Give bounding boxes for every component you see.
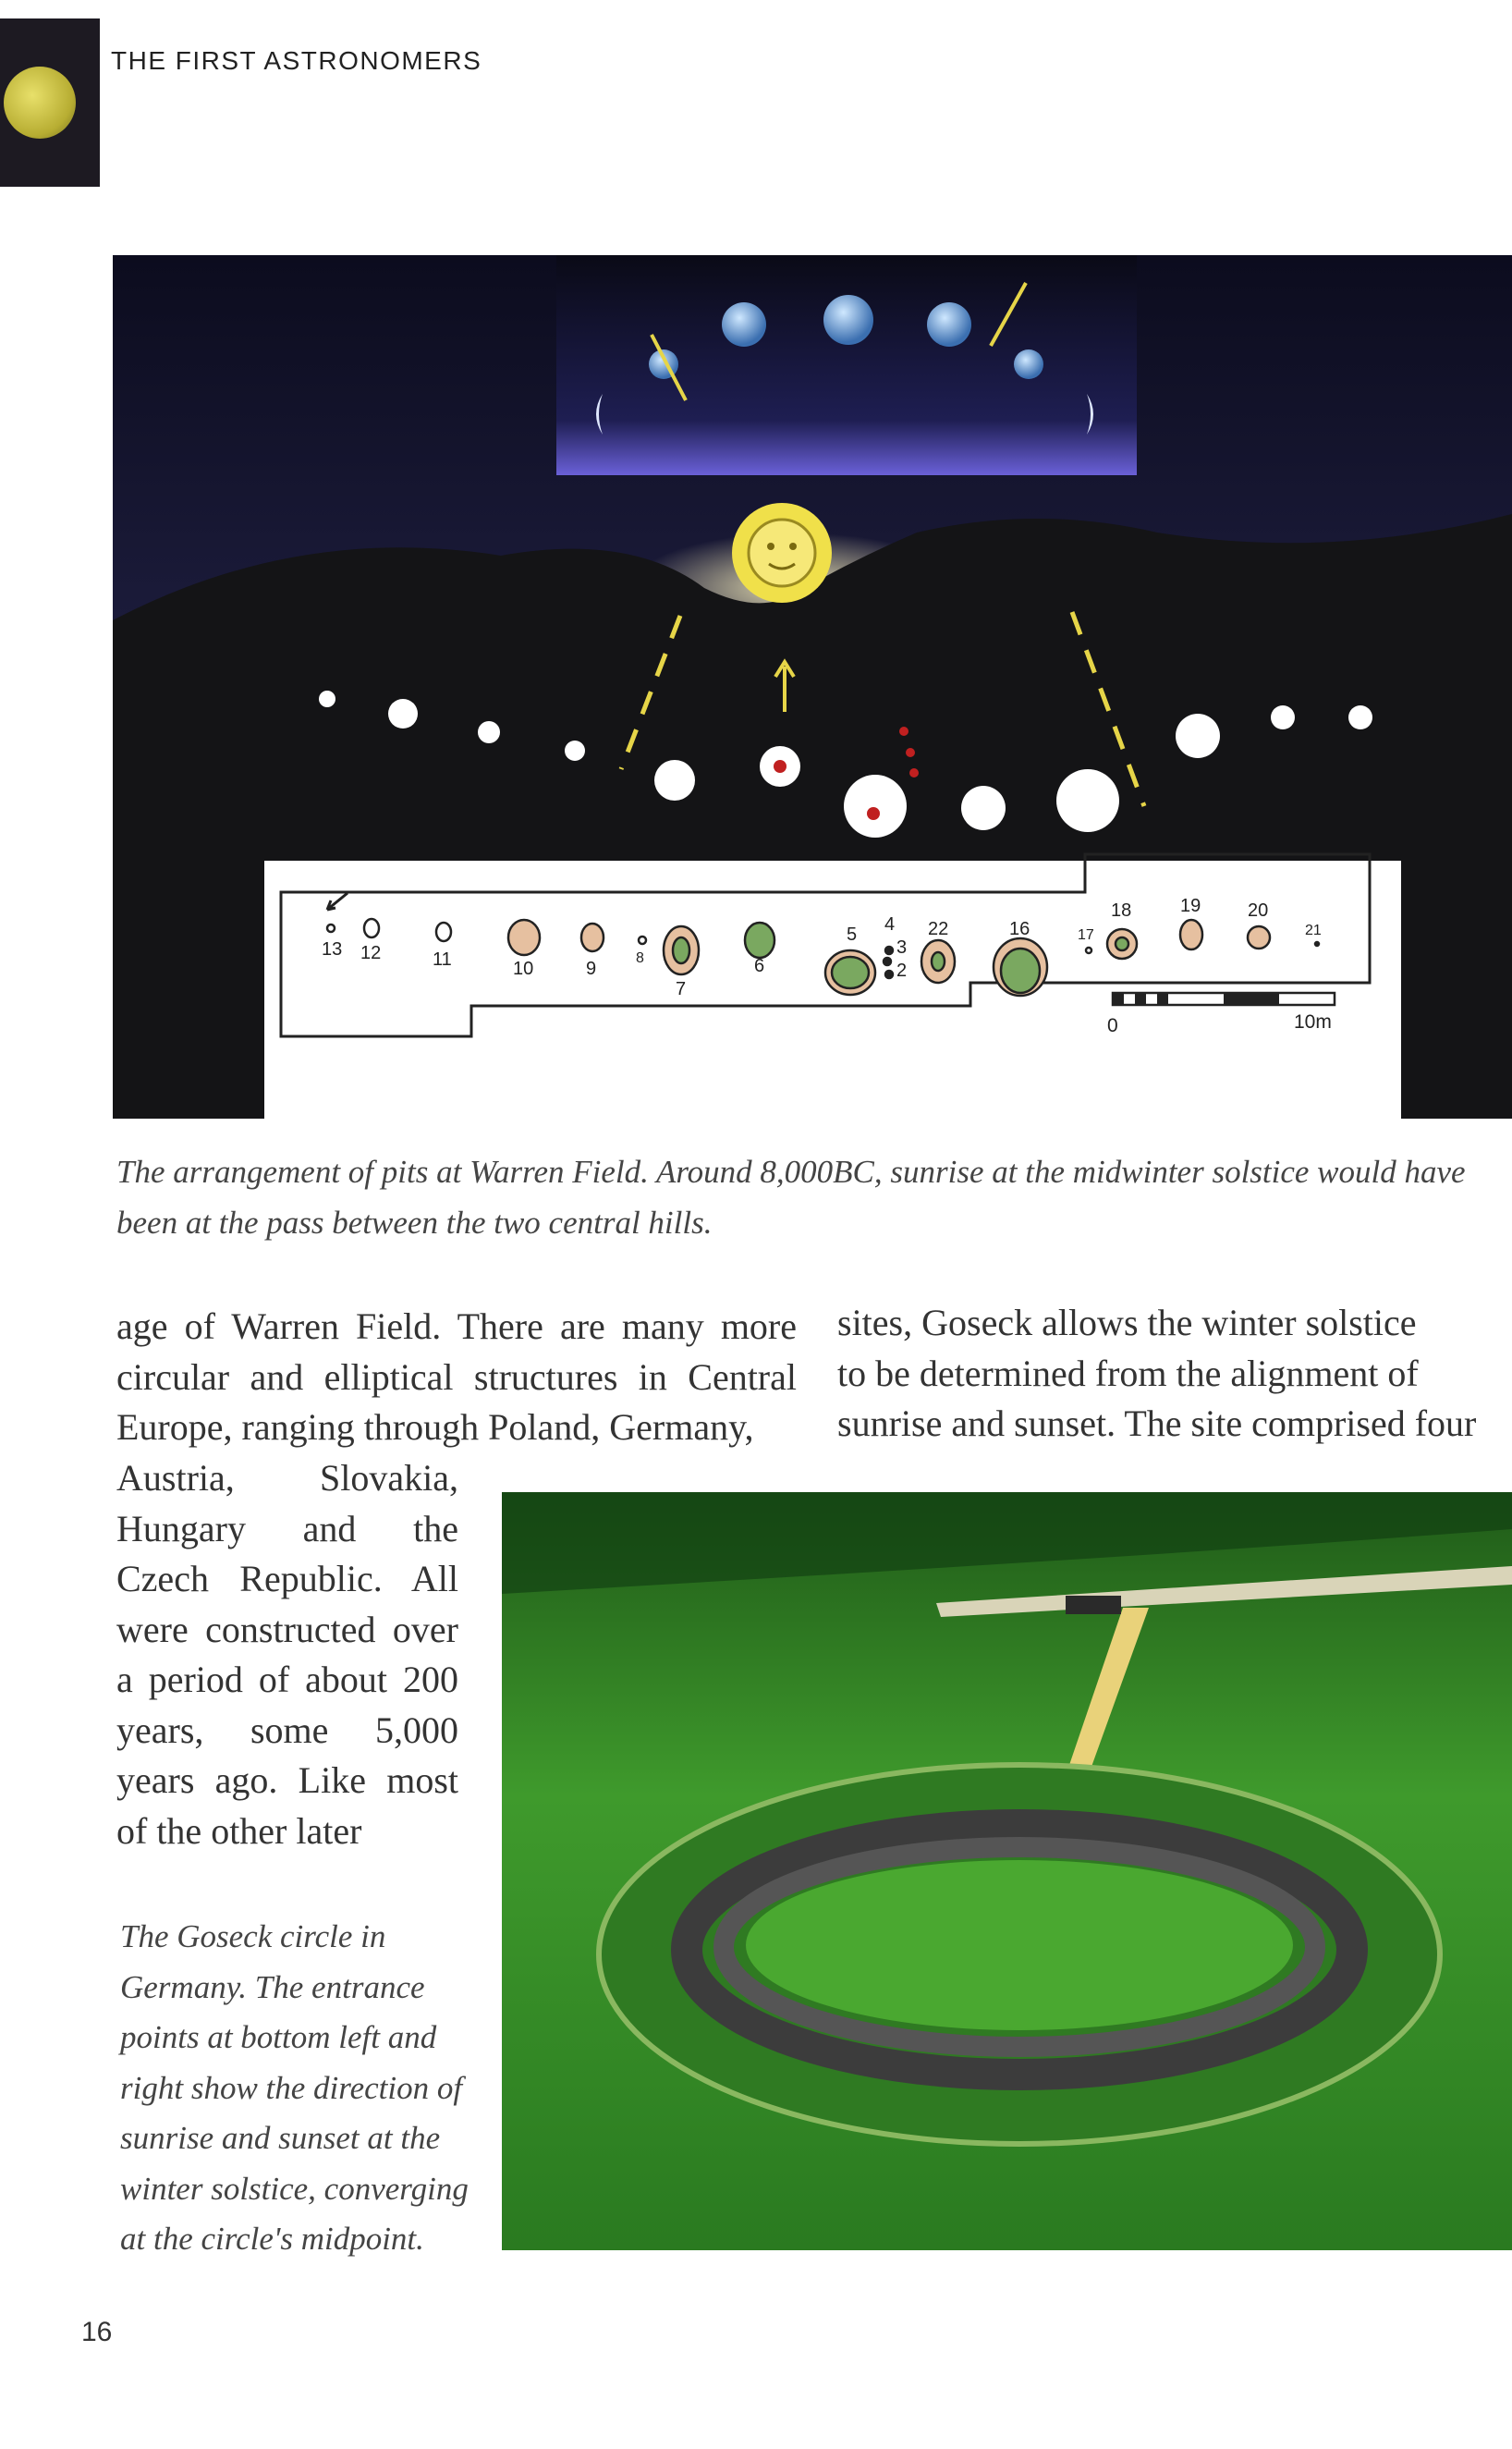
body-right-line: sunrise and sunset. The site comprised four bbox=[837, 1402, 1477, 1444]
pit-label: 6 bbox=[754, 956, 765, 976]
body-left-column: age of Warren Field. There are many more circular and elliptical structures in Central Europe, ranging through Poland, Germany, bbox=[116, 1305, 797, 1448]
pit-label: 10 bbox=[513, 959, 534, 979]
goseck-circle-photo bbox=[502, 1492, 1512, 2250]
moon-phase-band bbox=[556, 255, 1137, 475]
full-moon-icon bbox=[4, 67, 76, 139]
inner-lawn bbox=[746, 1860, 1293, 2030]
pit-label: 9 bbox=[586, 959, 597, 979]
warren-field-figure bbox=[113, 255, 1512, 1119]
body-right-line: sites, Goseck allows the winter solstice bbox=[837, 1302, 1417, 1343]
body-right-line: to be determined from the alignment of bbox=[837, 1352, 1419, 1394]
figure1-caption: The arrangement of pits at Warren Field. Around 8,000BC, sunrise at the midwinter solstice would have been at the pass between the two central hills. bbox=[116, 1154, 1466, 1241]
pit-label: 20 bbox=[1248, 900, 1269, 921]
sun-icon bbox=[732, 503, 832, 603]
body-left-narrow-column: Austria, Slovakia, Hungary and the Czech Republic. All were constructed over a period of about 200 years, some 5,000 years ago. Like most of the other later bbox=[116, 1457, 458, 1852]
pit-label: 12 bbox=[360, 943, 382, 963]
pit-label: 8 bbox=[636, 950, 644, 966]
pit-label: 19 bbox=[1180, 896, 1201, 916]
pit-label: 22 bbox=[928, 919, 949, 939]
parked-vehicles bbox=[1066, 1596, 1121, 1614]
pit-label: 4 bbox=[884, 914, 896, 935]
figure2-caption: The Goseck circle in Germany. The entrance points at bottom left and right show the direction of sunrise and sunset at the winter solstice, converging at the circle's midpoint. bbox=[120, 1918, 469, 2257]
pit-label: 16 bbox=[1009, 919, 1030, 939]
pit-label: 5 bbox=[847, 924, 858, 945]
scale-start-label: 0 bbox=[1107, 1015, 1118, 1036]
pit-label: 11 bbox=[433, 949, 452, 970]
body-right-column bbox=[837, 1298, 1512, 1450]
pit-label: 13 bbox=[322, 939, 343, 960]
pit-label: 21 bbox=[1305, 923, 1322, 938]
pit-label: 3 bbox=[896, 937, 908, 958]
pit-label: 7 bbox=[676, 979, 687, 999]
scale-end-label: 10m bbox=[1294, 1011, 1332, 1033]
page-number: 16 bbox=[81, 2317, 113, 2347]
pit-label: 2 bbox=[896, 961, 908, 981]
pit-label: 18 bbox=[1111, 900, 1132, 921]
running-head: THE FIRST ASTRONOMERS bbox=[111, 46, 482, 75]
running-head-badge bbox=[0, 18, 100, 187]
pit-label: 17 bbox=[1078, 927, 1094, 943]
